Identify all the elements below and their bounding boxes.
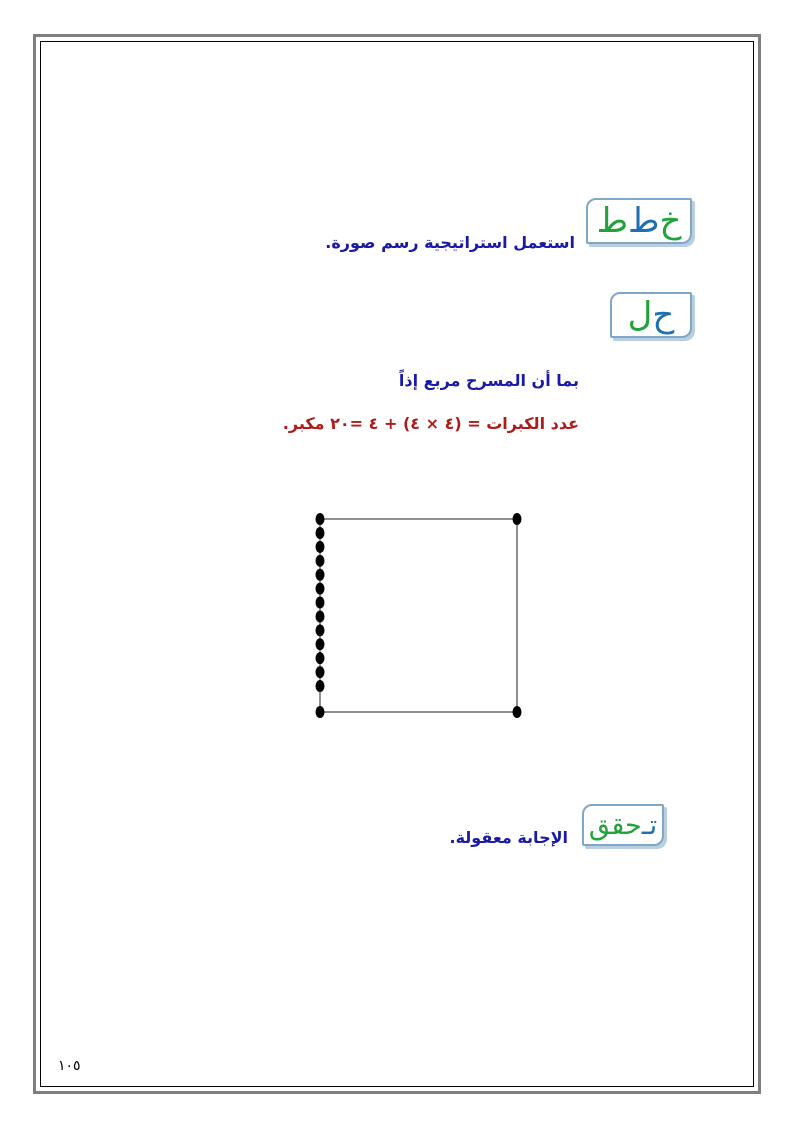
check-tag-part-1: تـ (641, 809, 658, 841)
square-outline (320, 519, 517, 712)
side-dot (316, 583, 325, 595)
side-dot (316, 610, 325, 622)
check-tag (582, 804, 664, 846)
solve-tag-letter-1: ح (652, 295, 675, 335)
page-number: ١٠٥ (58, 1058, 81, 1074)
check-text: الإجابة معقولة. (449, 828, 568, 847)
corner-dot (513, 513, 522, 525)
solve-tag-letter-2: ل (627, 295, 653, 335)
side-dot (316, 597, 325, 609)
check-tag-part-2: حقق (588, 809, 642, 841)
side-dot (316, 652, 325, 664)
plan-tag-letter-1: خ (659, 201, 682, 241)
side-dot (316, 555, 325, 567)
side-dot (316, 541, 325, 553)
side-dot (316, 527, 325, 539)
solve-tag (610, 292, 692, 338)
corner-dot (513, 706, 522, 718)
plan-tag-letter-2: ط (628, 201, 660, 241)
corner-dot (316, 513, 325, 525)
solve-line-1: بما أن المسرح مربع إذاً (398, 371, 579, 390)
side-dot (316, 569, 325, 581)
solve-line-2: عدد الكبرات = (٤ × ٤) + ٤ =٢٠ مكبر. (282, 414, 579, 433)
side-dot (316, 680, 325, 692)
corner-dot (316, 706, 325, 718)
plan-tag (586, 198, 692, 244)
side-dot (316, 638, 325, 650)
plan-tag-letter-3: ط (596, 201, 629, 241)
stage-square-figure (300, 505, 530, 725)
dots-group (316, 513, 522, 718)
plan-text: استعمل استراتيجية رسم صورة. (325, 233, 575, 252)
side-dot (316, 666, 325, 678)
side-dot (316, 624, 325, 636)
